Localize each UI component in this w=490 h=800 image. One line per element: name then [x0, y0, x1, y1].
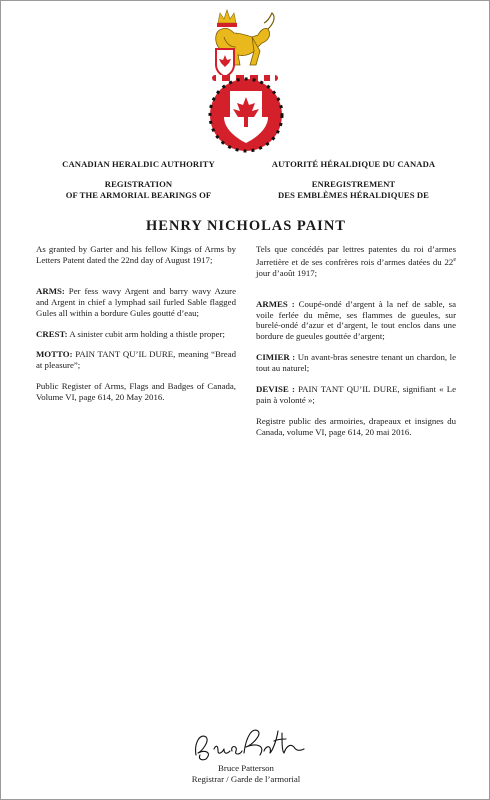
header-french — [251, 159, 456, 201]
small-shield-icon — [216, 49, 234, 77]
heraldic-authority-emblem — [194, 7, 298, 157]
authority-name-fr: AUTORITÉ HÉRALDIQUE DU CANADA — [271, 159, 436, 169]
registration-subtitle-en: OF THE ARMORIAL BEARINGS OF — [65, 190, 212, 200]
handwritten-signature — [186, 723, 311, 768]
register-en: Public Register of Arms, Flags and Badges of Canada, Volume VI, page 614, 20 May 2016. — [36, 381, 236, 403]
intro-fr-b: jour d’août 1917; — [256, 267, 318, 278]
motto-text-en: PAIN TANT QU’IL DURE, meaning “Bread at pleasure”; — [36, 349, 236, 371]
motto-paragraph-en — [36, 349, 236, 371]
arms-text-fr: Coupé-ondé d’argent à la nef de sable, sa voile ferlée du même, ses flammes de gueules, sur burelé-ondé d’azur et d’argent, le tout enclos dans une bordure de gueules gouttée d’argent; — [256, 298, 456, 342]
motto-text-fr: PAIN TANT QU’IL DURE, signifiant « Le pain à volonté »; — [256, 384, 456, 405]
authority-name-en: CANADIAN HERALDIC AUTHORITY — [62, 159, 215, 169]
intro-fr — [256, 244, 456, 279]
crest-label-en: CREST: — [36, 328, 68, 339]
crest-label-fr: CIMIER : — [256, 352, 296, 363]
arms-label-en: ARMS: — [36, 285, 65, 296]
crest-paragraph-fr — [256, 352, 456, 374]
motto-paragraph-fr — [256, 384, 456, 406]
arms-label-fr: ARMES : — [256, 298, 295, 309]
main-shield-icon — [210, 79, 282, 151]
motto-label-fr: DEVISE : — [256, 384, 295, 395]
intro-en: As granted by Garter and his fellow Kings of Arms by Letters Patent dated the 22nd day of August 1917; — [36, 244, 236, 265]
crest-paragraph-en — [36, 329, 236, 340]
crown-icon — [217, 10, 237, 27]
signatory-title: Registrar / Garde de l’armorial — [191, 774, 301, 784]
intro-fr-sup: e — [453, 256, 456, 263]
arms-paragraph-en — [36, 286, 236, 319]
register-fr: Registre public des armoiries, drapeaux et insignes du Canada, volume VI, page 614, 20 mai 2016. — [256, 415, 456, 437]
registration-title-en: REGISTRATION — [104, 179, 173, 189]
motto-label-en: MOTTO: — [36, 349, 73, 360]
arms-paragraph-fr — [256, 299, 456, 343]
signatory-block — [1, 763, 490, 785]
crest-text-en: A sinister cubit arm holding a thistle proper; — [69, 328, 225, 339]
header-english — [36, 159, 241, 201]
intro-fr-a: Tels que concédés par lettres patentes du roi d’armes Jarretière et de ses confrères rois d’armes datées du 22 — [256, 244, 456, 267]
registration-subtitle-fr: DES EMBLÈMES HÉRALDIQUES DE — [278, 190, 429, 200]
french-column — [256, 244, 456, 438]
arms-text-en: Per fess wavy Argent and barry wavy Azure and Argent in chief a lymphad sail furled Sable flagged Gules all within a bordure Gules goutté d’eau; — [36, 285, 236, 318]
crest-text-fr: Un avant-bras senestre tenant un chardon, le tout au naturel; — [256, 352, 456, 374]
signatory-name: Bruce Patterson — [218, 763, 274, 773]
grantee-name: HENRY NICHOLAS PAINT — [146, 218, 346, 234]
english-column — [36, 244, 236, 403]
registration-title-fr: ENREGISTREMENT — [311, 179, 396, 189]
